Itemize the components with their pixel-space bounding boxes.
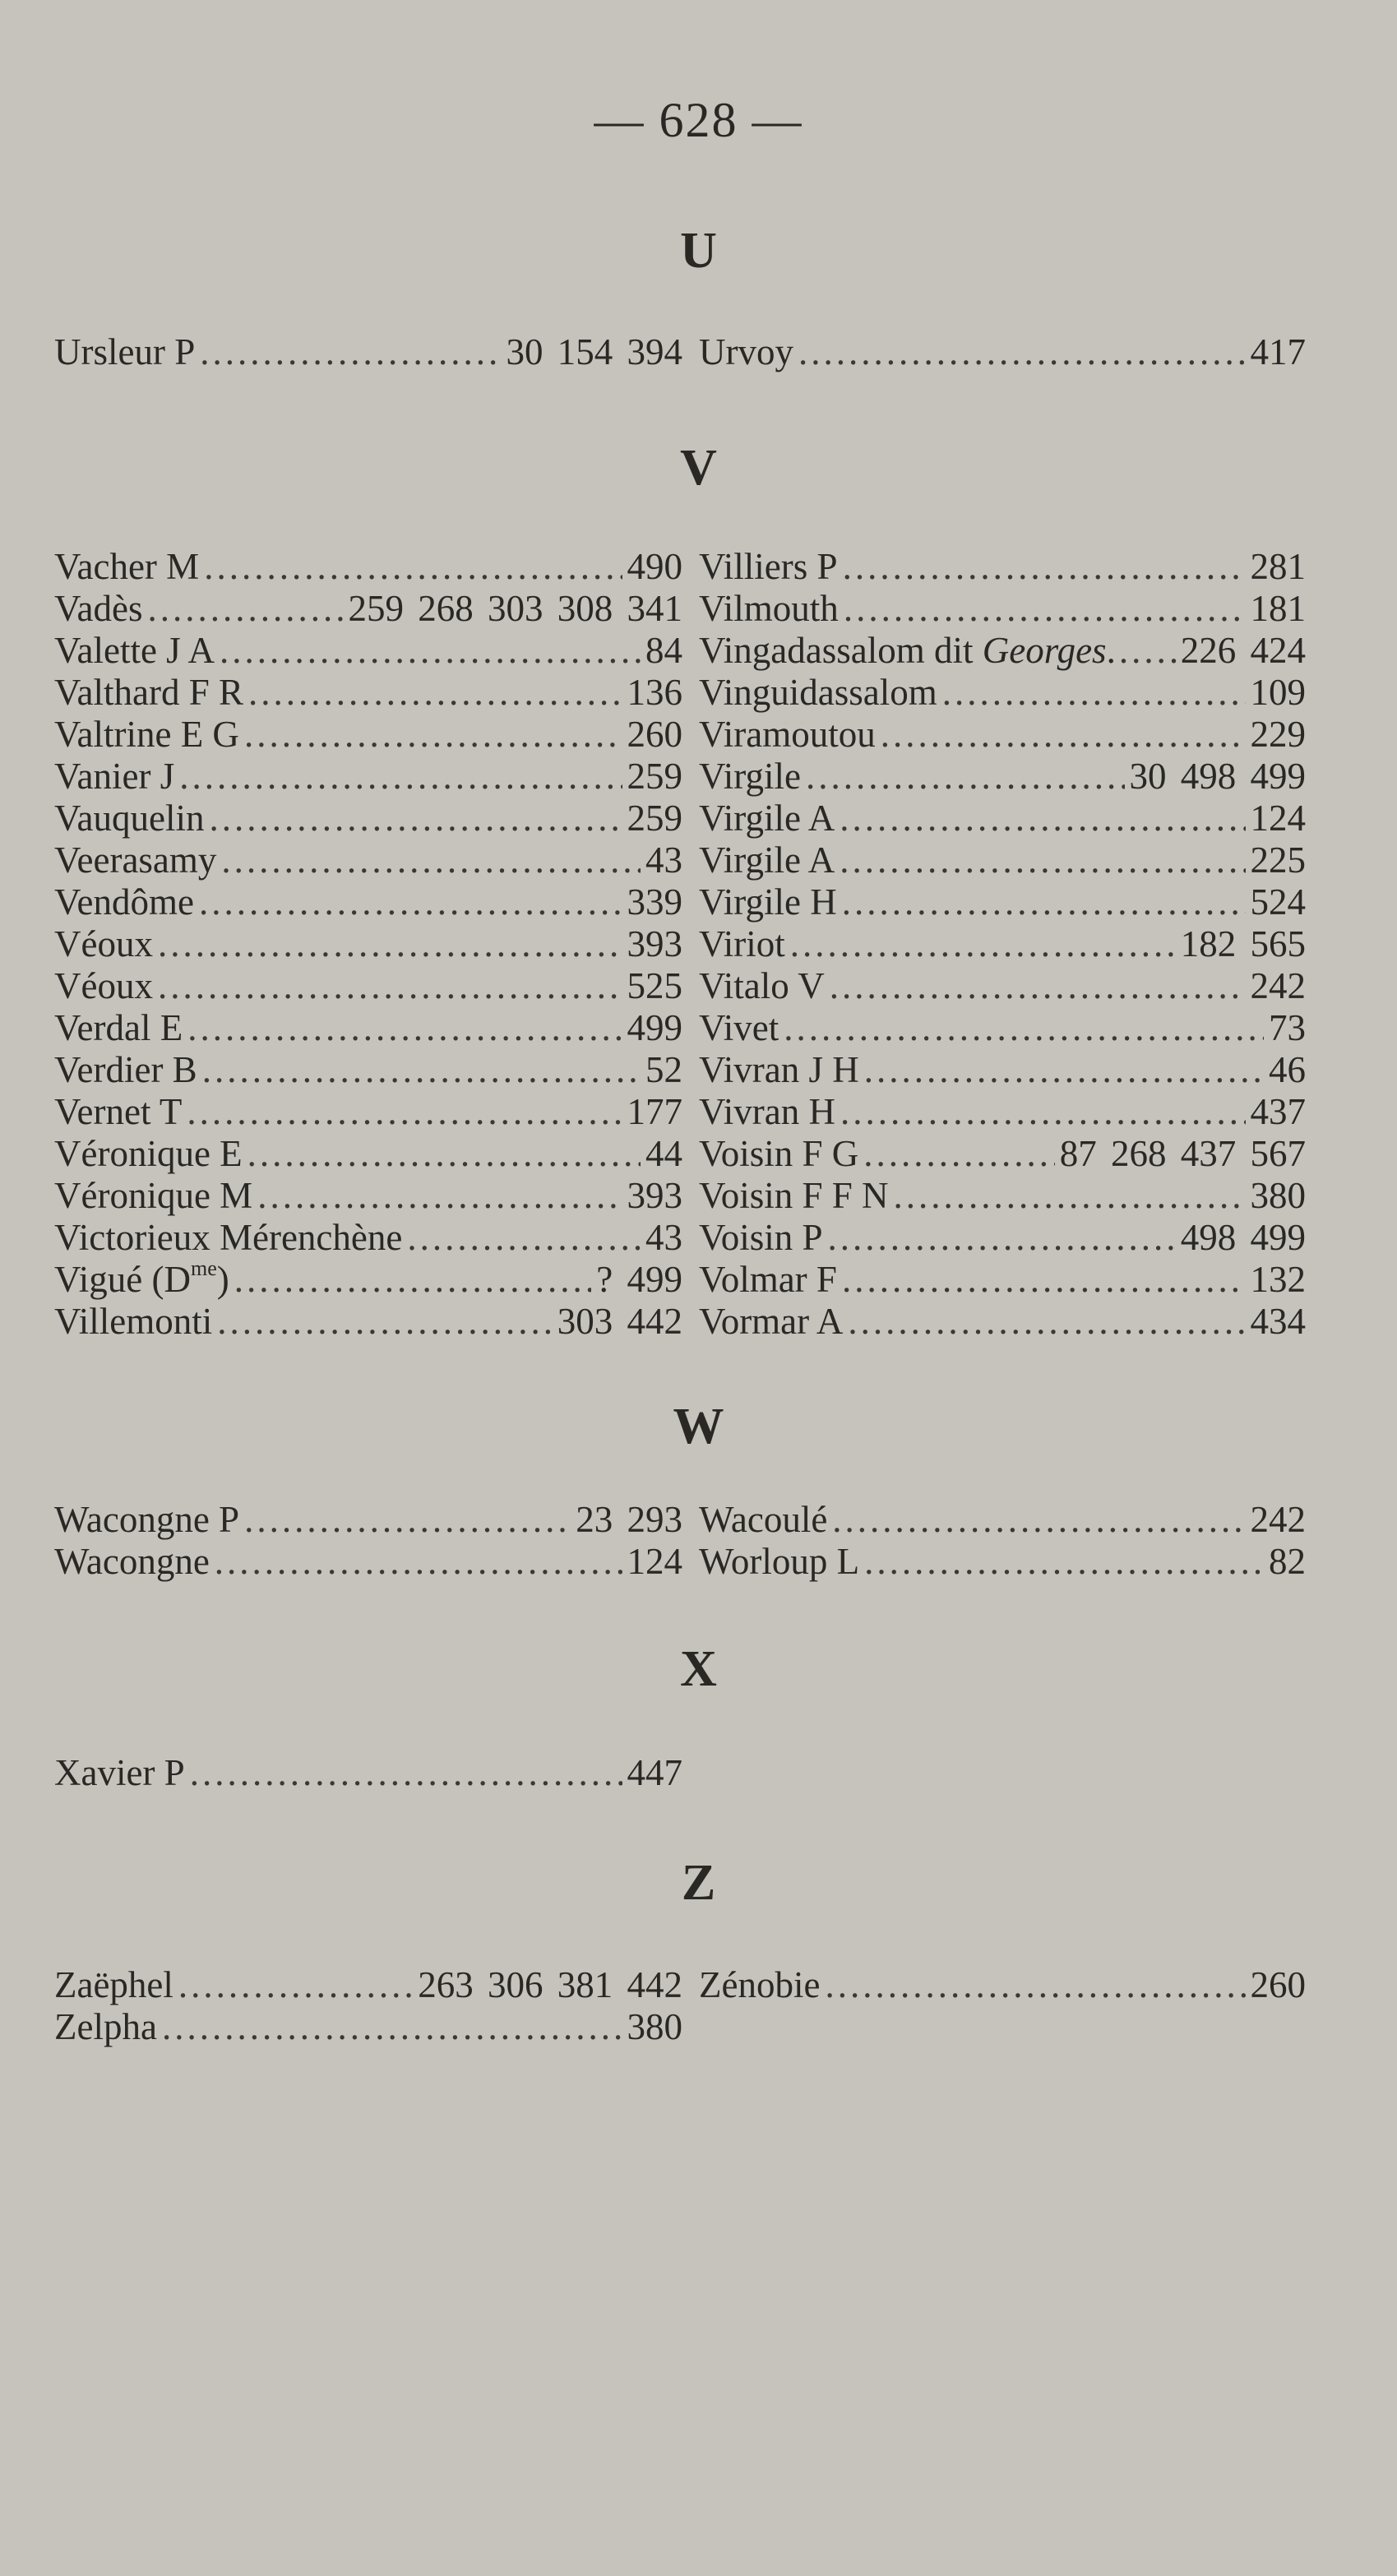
entry-pages: 46 [1269, 1049, 1306, 1090]
entry-pages: 109 [1250, 672, 1306, 713]
entry-name: Virgile A [699, 798, 835, 839]
leader-dots [204, 543, 622, 590]
leader-dots [830, 963, 1246, 1009]
index-entry [54, 1131, 682, 1177]
entry-pages: 82 [1269, 1541, 1306, 1582]
entry-name: Victorieux Mérenchène [54, 1217, 403, 1258]
entry-pages: 87 268 437 567 [1059, 1133, 1306, 1174]
index-entry [699, 1538, 1306, 1584]
leader-dots [784, 1005, 1264, 1051]
leader-dots [190, 1750, 622, 1796]
index-entry [54, 627, 682, 673]
entry-pages: 182 565 [1180, 923, 1306, 964]
index-entry [54, 837, 682, 883]
entry-pages: 23 293 [576, 1499, 682, 1540]
entry-name-suffix: . [1106, 630, 1116, 671]
leader-dots [825, 1962, 1245, 2008]
entry-name: Valette J A [54, 630, 215, 671]
leader-dots [248, 669, 622, 715]
entry-name: Verdier B [54, 1049, 197, 1090]
leader-dots [162, 2004, 622, 2050]
entry-name: Viramoutou [699, 714, 876, 755]
entry-name: Valtrine E G [54, 714, 239, 755]
entry-name [54, 1256, 229, 1302]
index-entry [699, 1047, 1306, 1093]
entry-name: Véoux [54, 923, 153, 964]
entry-name: Wacongne [54, 1541, 210, 1582]
entry-name: Vadès [54, 588, 143, 629]
leader-dots [244, 711, 622, 757]
page-number: — 628 — [594, 93, 803, 147]
entry-pages: 260 [1250, 1964, 1306, 2005]
entry-name: Wacoulé [699, 1499, 828, 1540]
leader-dots [942, 669, 1246, 715]
entry-name: Vivran J H [699, 1049, 859, 1090]
entry-name: Vitalo V [699, 965, 825, 1006]
leader-dots [200, 329, 501, 375]
leader-dots [158, 963, 622, 1009]
index-entry [54, 1538, 682, 1584]
leader-dots [842, 1256, 1246, 1302]
entry-name: Villiers P [699, 546, 838, 587]
entry-pages: 242 [1250, 1499, 1306, 1540]
entry-name: Vivet [699, 1007, 779, 1048]
entry-pages: 393 [627, 923, 682, 964]
entry-pages: 339 [627, 881, 682, 923]
index-entry [54, 1496, 682, 1542]
entry-pages: 132 [1250, 1259, 1306, 1300]
index-entry [54, 329, 682, 375]
leader-dots [221, 837, 641, 883]
entry-pages: 498 499 [1180, 1217, 1306, 1258]
leader-dots [832, 1496, 1245, 1542]
leader-dots [842, 879, 1246, 925]
index-entry [699, 711, 1306, 757]
leader-dots [217, 1298, 552, 1344]
index-entry [54, 669, 682, 715]
entry-pages: 380 [627, 2006, 682, 2047]
section-letter-z: Z [681, 1855, 716, 1911]
leader-dots [220, 627, 641, 673]
index-entry [699, 753, 1306, 799]
entry-name: Zénobie [699, 1964, 821, 2005]
leader-dots [806, 753, 1125, 799]
leader-dots [407, 1214, 641, 1260]
entry-pages: 259 268 303 308 341 [348, 588, 682, 629]
index-entry [54, 795, 682, 841]
entry-pages: ? 499 [596, 1259, 682, 1300]
leader-dots [881, 711, 1246, 757]
index-entry [699, 1089, 1306, 1135]
entry-name: Veerasamy [54, 839, 217, 881]
entry-pages: 303 442 [557, 1301, 682, 1342]
entry-pages: 30 154 394 [506, 331, 682, 372]
entry-name: Urvoy [699, 331, 793, 372]
entry-name: Vinguidassalom [699, 672, 937, 713]
leader-dots [848, 1298, 1245, 1344]
entry-name: Virgile [699, 756, 801, 797]
index-entry [699, 1298, 1306, 1344]
index-entry [54, 2004, 682, 2050]
entry-pages: 177 [627, 1091, 682, 1132]
entry-pages: 393 [627, 1175, 682, 1216]
entry-name: Volmar F [699, 1259, 837, 1300]
leader-dots [158, 921, 622, 967]
entry-pages: 259 [627, 756, 682, 797]
leader-dots [790, 921, 1176, 967]
entry-name-italic: Georges [982, 630, 1107, 671]
entry-name: Ursleur P [54, 331, 196, 372]
leader-dots [178, 1962, 413, 2008]
leader-dots [843, 543, 1246, 590]
section-letter-w: W [673, 1399, 724, 1454]
index-entry [699, 1214, 1306, 1260]
entry-name: Vormar A [699, 1301, 844, 1342]
entry-name: Voisin P [699, 1217, 823, 1258]
leader-dots [202, 1047, 641, 1093]
entry-pages: 229 [1250, 714, 1306, 755]
entry-name: Viriot [699, 923, 785, 964]
entry-pages: 281 [1250, 546, 1306, 587]
index-entry [699, 1131, 1306, 1177]
entry-pages: 260 [627, 714, 682, 755]
entry-name-main: Vigué (D [54, 1259, 192, 1300]
leader-dots [1119, 627, 1177, 673]
index-entry [699, 837, 1306, 883]
entry-name: Valthard F R [54, 672, 243, 713]
entry-name-main: Vingadassalom dit [699, 630, 983, 671]
entry-pages: 30 498 499 [1129, 756, 1306, 797]
leader-dots [234, 1256, 591, 1302]
leader-dots [864, 1538, 1264, 1584]
entry-name-superscript: me [191, 1256, 217, 1280]
entry-pages: 52 [645, 1049, 682, 1090]
index-entry [699, 1005, 1306, 1051]
index-entry [54, 543, 682, 590]
index-entry [54, 1298, 682, 1344]
entry-pages: 524 [1250, 881, 1306, 923]
entry-name: Véoux [54, 965, 153, 1006]
entry-name: Xavier P [54, 1752, 185, 1793]
leader-dots [798, 329, 1246, 375]
entry-pages: 84 [645, 630, 682, 671]
leader-dots [840, 1089, 1245, 1135]
entry-name: Vernet T [54, 1091, 183, 1132]
entry-name: Virgile H [699, 881, 837, 923]
leader-dots [894, 1172, 1246, 1219]
entry-name: Wacongne P [54, 1499, 240, 1540]
index-entry [699, 329, 1306, 375]
entry-pages: 525 [627, 965, 682, 1006]
entry-name-suffix: ) [216, 1259, 229, 1300]
entry-name: Voisin F G [699, 1133, 859, 1174]
entry-pages: 44 [645, 1133, 682, 1174]
entry-name: Véronique E [54, 1133, 243, 1174]
index-entry [54, 1214, 682, 1260]
index-entry [54, 753, 682, 799]
entry-name: Worloup L [699, 1541, 860, 1582]
index-entry [699, 795, 1306, 841]
entry-name [699, 627, 1116, 673]
index-entry [699, 669, 1306, 715]
entry-pages: 225 [1250, 839, 1306, 881]
leader-dots [209, 795, 622, 841]
entry-name: Zelpha [54, 2006, 157, 2047]
entry-pages: 124 [627, 1541, 682, 1582]
leader-dots [187, 1005, 622, 1051]
index-entry [54, 1005, 682, 1051]
index-entry [699, 627, 1306, 673]
entry-pages: 263 306 381 442 [418, 1964, 682, 2005]
index-entry [54, 585, 682, 631]
entry-name: Vivran H [699, 1091, 836, 1132]
entry-pages: 124 [1250, 798, 1306, 839]
entry-pages: 380 [1250, 1175, 1306, 1216]
leader-dots [199, 879, 622, 925]
index-entry [699, 1256, 1306, 1302]
entry-pages: 259 [627, 798, 682, 839]
index-entry [54, 921, 682, 967]
section-letter-v: V [680, 440, 717, 496]
leader-dots [828, 1214, 1176, 1260]
entry-pages: 417 [1250, 331, 1306, 372]
leader-dots [179, 753, 622, 799]
entry-pages: 73 [1269, 1007, 1306, 1048]
leader-dots [863, 1131, 1055, 1177]
entry-name: Véronique M [54, 1175, 253, 1216]
index-entry [699, 585, 1306, 631]
entry-pages: 242 [1250, 965, 1306, 1006]
leader-dots [147, 585, 343, 631]
entry-name: Vacher M [54, 546, 200, 587]
section-letter-u: U [680, 223, 717, 279]
leader-dots [187, 1089, 622, 1135]
index-entry [54, 879, 682, 925]
index-entry [54, 1089, 682, 1135]
index-entry [699, 921, 1306, 967]
index-entry [54, 711, 682, 757]
index-entry [699, 879, 1306, 925]
index-entry [699, 543, 1306, 590]
index-entry [54, 963, 682, 1009]
entry-pages: 43 [645, 1217, 682, 1258]
index-entry [54, 1256, 682, 1302]
entry-name: Voisin F F N [699, 1175, 889, 1216]
entry-pages: 136 [627, 672, 682, 713]
entry-pages: 43 [645, 839, 682, 881]
index-entry [54, 1750, 682, 1796]
leader-dots [844, 585, 1246, 631]
leader-dots [840, 837, 1245, 883]
entry-pages: 447 [627, 1752, 682, 1793]
leader-dots [244, 1496, 571, 1542]
leader-dots [840, 795, 1245, 841]
entry-name: Vanier J [54, 756, 175, 797]
leader-dots [215, 1538, 622, 1584]
entry-name: Virgile A [699, 839, 835, 881]
leader-dots [257, 1172, 622, 1219]
index-entry [699, 1172, 1306, 1219]
entry-name: Vendôme [54, 881, 194, 923]
entry-pages: 434 [1250, 1301, 1306, 1342]
entry-pages: 226 424 [1180, 630, 1306, 671]
section-letter-x: X [680, 1641, 717, 1697]
entry-name: Vauquelin [54, 798, 205, 839]
entry-pages: 490 [627, 546, 682, 587]
entry-name: Villemonti [54, 1301, 213, 1342]
index-entry [699, 1496, 1306, 1542]
index-entry [699, 1962, 1306, 2008]
entry-name: Vilmouth [699, 588, 839, 629]
entry-pages: 499 [627, 1007, 682, 1048]
entry-pages: 437 [1250, 1091, 1306, 1132]
index-entry [54, 1172, 682, 1219]
index-entry [54, 1047, 682, 1093]
index-entry [699, 963, 1306, 1009]
leader-dots [864, 1047, 1264, 1093]
entry-name: Verdal E [54, 1007, 183, 1048]
entry-name: Zaëphel [54, 1964, 173, 2005]
index-entry [54, 1962, 682, 2008]
entry-pages: 181 [1250, 588, 1306, 629]
leader-dots [247, 1131, 641, 1177]
